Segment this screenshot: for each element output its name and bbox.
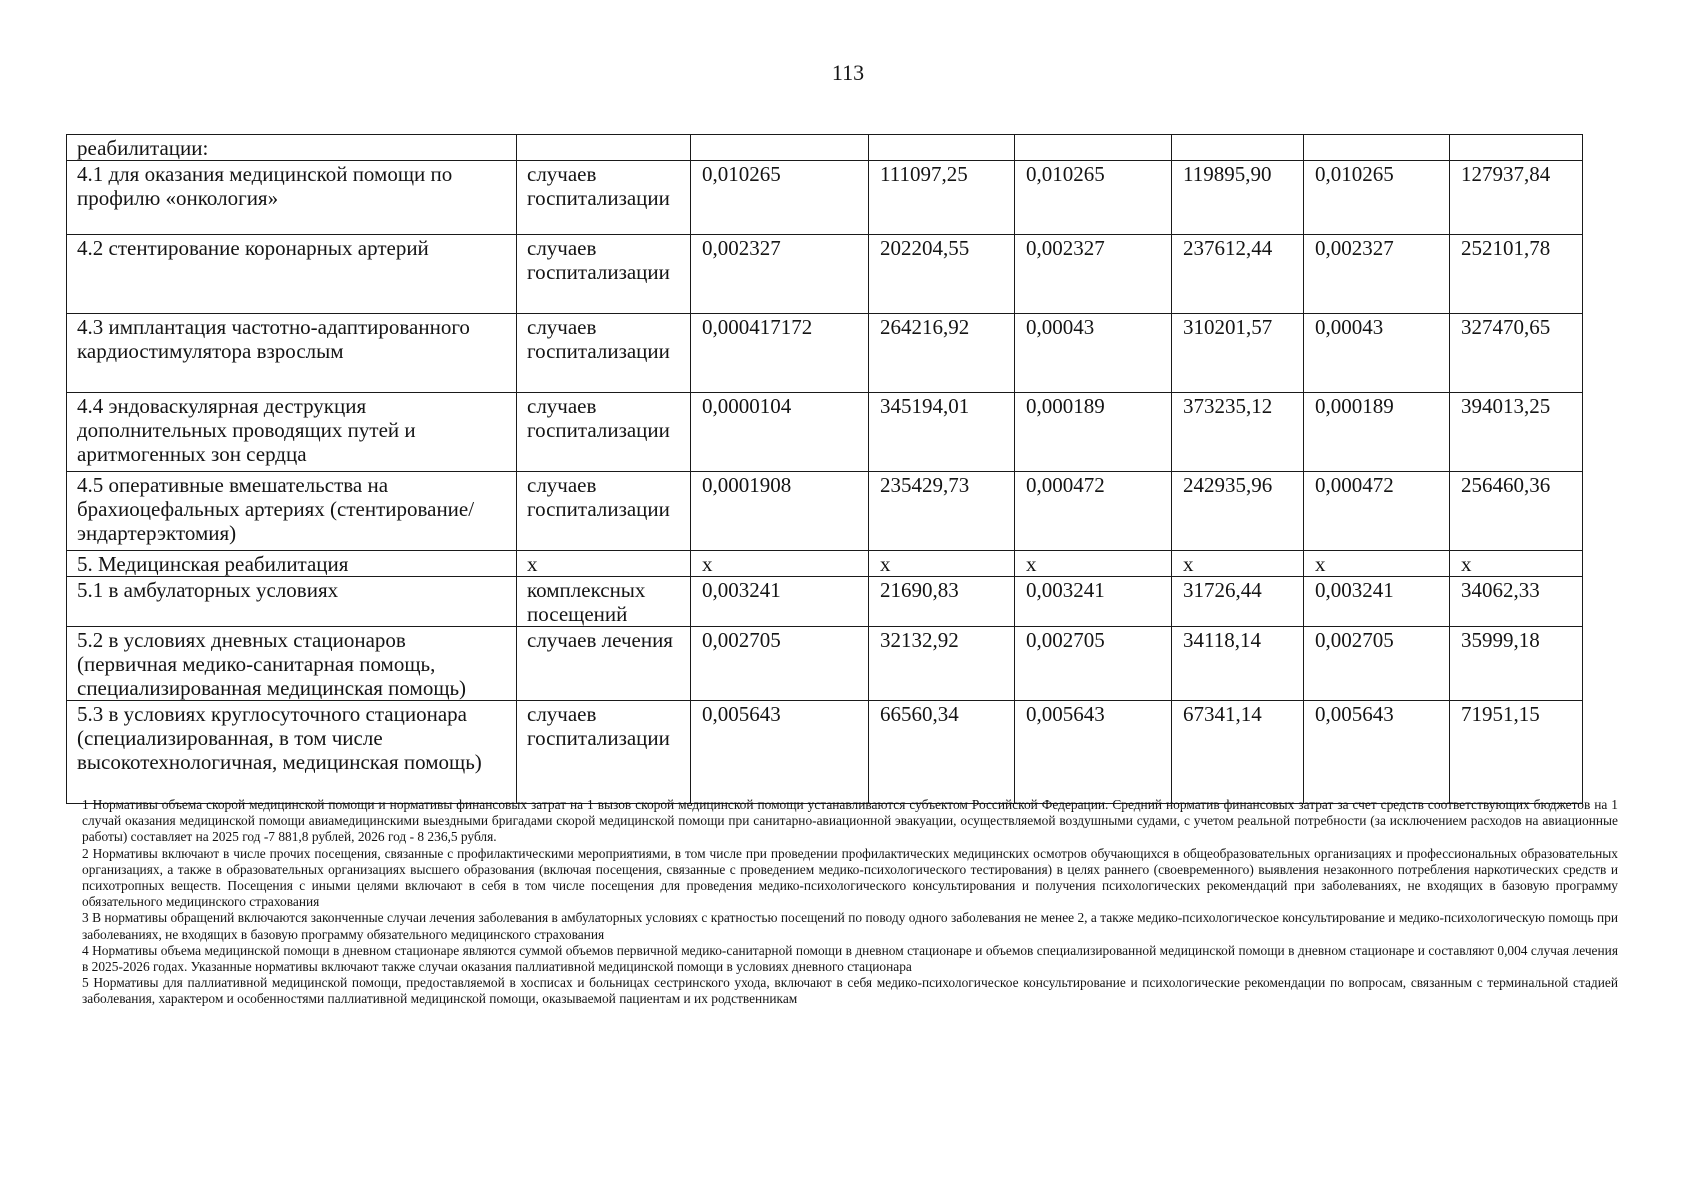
row-unit-cell: случаев госпитализации: [517, 701, 691, 804]
row-value-cell: 0,002327: [1015, 235, 1172, 314]
row-value-cell: x: [1015, 551, 1172, 577]
table-row: [67, 235, 1583, 314]
row-value-cell: 264216,92: [869, 314, 1015, 393]
row-name-cell: 4.3 имплантация частотно-адаптированного кардиостимулятора взрослым: [67, 314, 517, 393]
row-value-cell: 256460,36: [1450, 472, 1583, 551]
row-value-cell: 0,003241: [691, 577, 869, 627]
row-unit-cell: случаев госпитализации: [517, 314, 691, 393]
row-name-cell: 5. Медицинская реабилитация: [67, 551, 517, 577]
footnote-1: 1 Нормативы объема скорой медицинской помощи и нормативы финансовых затрат на 1 вызов скорой медицинской помощи устанавливаются субъектом Российской Федерации. Средний норматив финансовых затрат за счет средств соответствующих бюджетов на 1 случай оказания медицинской помощи авиамедицинскими выездными бригадами скорой медицинской помощи при санитарно-авиационной эвакуации, осуществляемой воздушными судами, с учетом реальной потребности (за исключением расходов на авиационные работы) составляет на 2025 год -7 881,8 рублей, 2026 год - 8 236,5 рубля.: [82, 797, 1618, 845]
row-value-cell: 0,005643: [1304, 701, 1450, 804]
row-value-cell: 127937,84: [1450, 161, 1583, 235]
row-value-cell: 0,000472: [1304, 472, 1450, 551]
row-value-cell: 31726,44: [1172, 577, 1304, 627]
row-name-cell: реабилитации:: [67, 135, 517, 161]
row-value-cell: 0,000417172: [691, 314, 869, 393]
footnote-3: 3 В нормативы обращений включаются законченные случаи лечения заболевания в амбулаторных условиях с кратностью посещений по поводу одного заболевания не менее 2, а также медико-психологическое консультирование и медико-психологическую помощь при заболеваниях, не входящих в базовую программу обязательного медицинского страхования: [82, 910, 1618, 942]
row-value-cell: 235429,73: [869, 472, 1015, 551]
row-value-cell: 252101,78: [1450, 235, 1583, 314]
row-value-cell: 0,003241: [1015, 577, 1172, 627]
row-value-cell: 0,002705: [691, 627, 869, 701]
row-name-cell: 4.2 стентирование коронарных артерий: [67, 235, 517, 314]
row-value-cell: 0,00043: [1015, 314, 1172, 393]
footnote-4: 4 Нормативы объема медицинской помощи в дневном стационаре являются суммой объемов первичной медико-санитарной помощи в дневном стационаре и объемов специализированной медицинской помощи в дневном стационаре и составляют 0,004 случая лечения в 2025-2026 годах. Указанные нормативы включают также случаи оказания паллиативной медицинской помощи в условиях дневного стационара: [82, 942, 1618, 975]
table-row: [67, 135, 1583, 161]
row-value-cell: 0,00043: [1304, 314, 1450, 393]
page-number: 113: [831, 60, 865, 85]
row-value-cell: 0,010265: [691, 161, 869, 235]
table-row: [67, 701, 1583, 804]
table-row: [67, 627, 1583, 701]
row-value-cell: 21690,83: [869, 577, 1015, 627]
row-value-cell: 34118,14: [1172, 627, 1304, 701]
row-value-cell: 0,002705: [1304, 627, 1450, 701]
row-unit-cell: случаев госпитализации: [517, 472, 691, 551]
row-unit-cell: случаев госпитализации: [517, 393, 691, 472]
row-name-cell: 5.2 в условиях дневных стационаров (первичная медико-санитарная помощь, специализированная медицинская помощь): [67, 627, 517, 701]
row-value-cell: 66560,34: [869, 701, 1015, 804]
row-unit-cell: комплексных посещений: [517, 577, 691, 627]
row-value-cell: 0,005643: [1015, 701, 1172, 804]
row-value-cell: 34062,33: [1450, 577, 1583, 627]
row-value-cell: x: [869, 551, 1015, 577]
row-value-cell: x: [1450, 551, 1583, 577]
row-value-cell: x: [691, 551, 869, 577]
row-value-cell: 394013,25: [1450, 393, 1583, 472]
row-value-cell: 111097,25: [869, 161, 1015, 235]
row-value-cell: 0,0000104: [691, 393, 869, 472]
table-row: [67, 161, 1583, 235]
table-body: [67, 135, 1583, 804]
row-value-cell: 0,002327: [691, 235, 869, 314]
row-name-cell: 4.4 эндоваскулярная деструкция дополнительных проводящих путей и аритмогенных зон сердца: [67, 393, 517, 472]
row-value-cell: 0,002705: [1015, 627, 1172, 701]
table-row: [67, 551, 1583, 577]
row-value-cell: 0,000472: [1015, 472, 1172, 551]
row-value-cell: 0,003241: [1304, 577, 1450, 627]
row-unit-cell: [517, 135, 691, 161]
row-value-cell: 327470,65: [1450, 314, 1583, 393]
row-value-cell: 71951,15: [1450, 701, 1583, 804]
row-value-cell: 0,000189: [1015, 393, 1172, 472]
footnote-2: 2 Нормативы включают в числе прочих посещения, связанные с профилактическими мероприятиями, в том числе при проведении профилактических медицинских осмотров обучающихся в общеобразовательных организациях и профессиональных образовательных организациях, а также в образовательных организациях высшего образования (включая посещения, связанные с проведением медико-психологического тестирования) в целях раннего (своевременного) выявления незаконного потребления наркотических средств и психотропных веществ. Посещения с иными целями включают в себя в том числе посещения для проведения медико-психологического консультирования и получения психологических рекомендаций при заболеваниях, не входящих в базовую программу обязательного медицинского страхования: [82, 845, 1618, 910]
row-unit-cell: случаев госпитализации: [517, 161, 691, 235]
row-value-cell: 0,002327: [1304, 235, 1450, 314]
row-value-cell: 67341,14: [1172, 701, 1304, 804]
row-value-cell: 119895,90: [1172, 161, 1304, 235]
row-value-cell: 35999,18: [1450, 627, 1583, 701]
row-unit-cell: случаев лечения: [517, 627, 691, 701]
footnotes: [82, 797, 1618, 1008]
row-value-cell: x: [1172, 551, 1304, 577]
row-name-cell: 4.5 оперативные вмешательства на брахиоцефальных артериях (стентирование/ эндартерэктомия): [67, 472, 517, 551]
row-value-cell: 0,000189: [1304, 393, 1450, 472]
row-value-cell: [1304, 135, 1450, 161]
row-value-cell: 242935,96: [1172, 472, 1304, 551]
row-value-cell: 0,0001908: [691, 472, 869, 551]
row-value-cell: 0,005643: [691, 701, 869, 804]
row-value-cell: [869, 135, 1015, 161]
row-value-cell: 32132,92: [869, 627, 1015, 701]
row-value-cell: [1015, 135, 1172, 161]
row-name-cell: 5.1 в амбулаторных условиях: [67, 577, 517, 627]
normatives-table: [66, 134, 1583, 804]
row-value-cell: 237612,44: [1172, 235, 1304, 314]
row-name-cell: 4.1 для оказания медицинской помощи по профилю «онкология»: [67, 161, 517, 235]
row-value-cell: 310201,57: [1172, 314, 1304, 393]
table-row: [67, 314, 1583, 393]
row-value-cell: x: [1304, 551, 1450, 577]
row-unit-cell: случаев госпитализации: [517, 235, 691, 314]
row-value-cell: 345194,01: [869, 393, 1015, 472]
row-value-cell: 373235,12: [1172, 393, 1304, 472]
row-value-cell: [1450, 135, 1583, 161]
row-value-cell: [691, 135, 869, 161]
table-row: [67, 577, 1583, 627]
table-row: [67, 393, 1583, 472]
row-value-cell: 202204,55: [869, 235, 1015, 314]
row-value-cell: 0,010265: [1304, 161, 1450, 235]
row-value-cell: 0,010265: [1015, 161, 1172, 235]
row-name-cell: 5.3 в условиях круглосуточного стационара (специализированная, в том числе высокотехнологичная, медицинская помощь): [67, 701, 517, 804]
row-value-cell: [1172, 135, 1304, 161]
row-unit-cell: x: [517, 551, 691, 577]
table-row: [67, 472, 1583, 551]
footnote-5: 5 Нормативы для паллиативной медицинской помощи, предоставляемой в хосписах и больницах сестринского ухода, включают в себя медико-психологическое консультирование и психологические рекомендации по вопросам, связанным с терминальной стадией заболевания, характером и особенностями паллиативной медицинской помощи, оказываемой пациентам и их родственникам: [82, 975, 1618, 1007]
